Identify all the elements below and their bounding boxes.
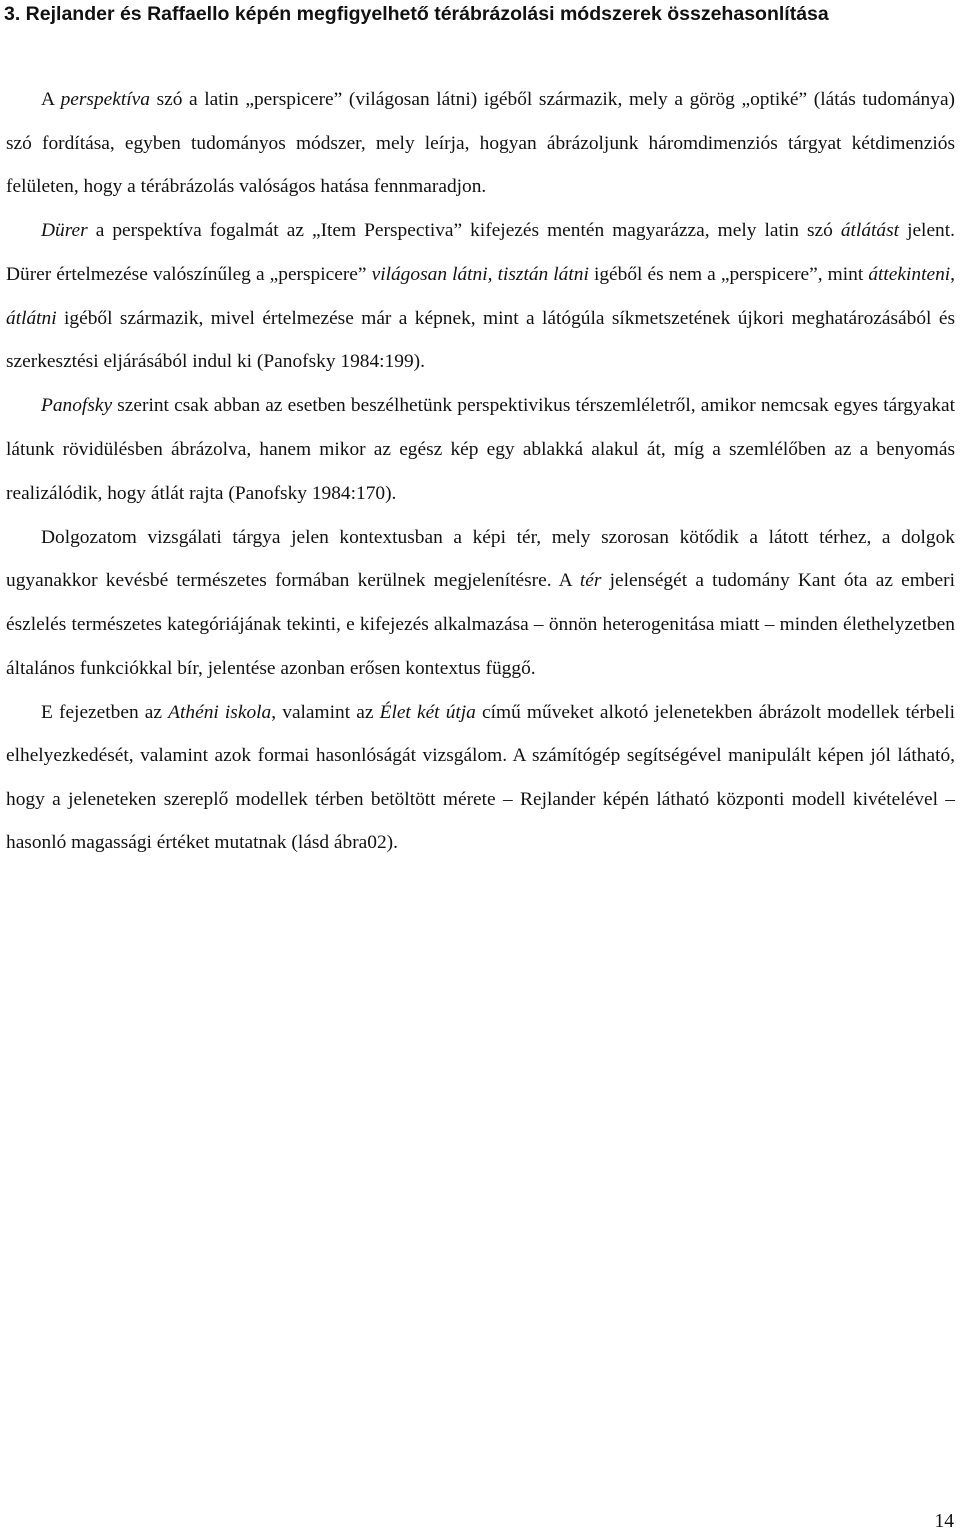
text-run: , valamint az [271, 701, 380, 723]
text-run: E fejezetben az [41, 701, 169, 723]
italic-text-run: perspektíva [60, 89, 150, 110]
paragraph [6, 384, 955, 515]
italic-text-run: Dürer [41, 220, 88, 242]
italic-text-run: Panofsky [41, 395, 113, 417]
paragraph [6, 209, 955, 383]
body-text [6, 78, 955, 865]
text-run: szerint csak abban az esetben beszélhetünk perspektivikus térszemléletről, amikor nemcsak egyes tárgyakat látunk rövidülésben ábrázolva, hanem mikor az egész kép egy ablakká alakul át, míg a szemlélőben az a benyomás realizálódik, hogy átlát rajta (Panofsky 1984:170). [6, 395, 955, 504]
italic-text-run: Élet két útja [379, 701, 476, 723]
text-run: A [41, 89, 61, 110]
italic-text-run: világosan látni, tisztán látni [371, 263, 589, 285]
italic-text-run: tér [579, 570, 602, 592]
paragraph [6, 78, 955, 209]
italic-text-run: Athéni iskola [168, 701, 272, 723]
text-run: a perspektíva fogalmát az „Item Perspectiva” kifejezés mentén magyarázza, mely latin szó [87, 220, 841, 242]
text-run: jelenségét a tudomány Kant óta az emberi észlelés természetes kategóriájának tekinti, e kifejezés alkalmazása – önnön heterogenitása miatt – minden élethelyzetben általános funkciókkal bír, jelentése azonban erősen kontextus függő. [6, 570, 955, 679]
text-run: Dolgozatom vizsgálati tárgya jelen kontextusban a képi tér, mely szorosan kötődik a látott térhez, a dolgok ugyanakkor kevésbé természetes formában kerülnek megjelenítésre. A [6, 526, 955, 592]
paragraph [6, 516, 955, 690]
text-run: szó a latin „perspicere” (világosan látni) igéből származik, mely a görög „optiké” (látás tudománya) szó fordítása, egyben tudományos módszer, mely leírja, hogyan ábrázoljunk háromdimenziós tárgyat kétdimenziós felületen, hogy a térábrázolás valóságos hatása fennmaradjon. [6, 89, 956, 198]
text-run: igéből és nem a „perspicere”, mint [588, 263, 869, 285]
section-heading: 3. Rejlander és Raffaello képén megfigyelhető térábrázolási módszerek összehasonlítása [4, 3, 829, 25]
text-run: című műveket alkotó jelenetekben ábrázolt modellek térbeli elhelyezkedését, valamint azok formai hasonlóságát vizsgálom. A számítógép segítségével manipulált képen jól látható, hogy a jeleneteken szereplő modellek térben betöltött mérete – Rejlander képén látható központi modell kivételével – hasonló magassági értéket mutatnak (lásd ábra02). [6, 701, 955, 854]
text-run: igéből származik, mivel értelmezése már a képnek, mint a látógúla síkmetszetének újkori meghatározásából és szerkesztési eljárásából indul ki (Panofsky 1984:199). [6, 307, 955, 373]
italic-text-run: áttekinteni [868, 263, 951, 285]
text-run: , [950, 263, 956, 285]
italic-text-run: átlátni [6, 307, 57, 329]
text-run: jelent. Dürer értelmezése valószínűleg a „perspicere” [6, 220, 955, 285]
italic-text-run: átlátást [840, 220, 900, 242]
page-number: 14 [934, 1511, 954, 1532]
paragraph [6, 691, 955, 865]
